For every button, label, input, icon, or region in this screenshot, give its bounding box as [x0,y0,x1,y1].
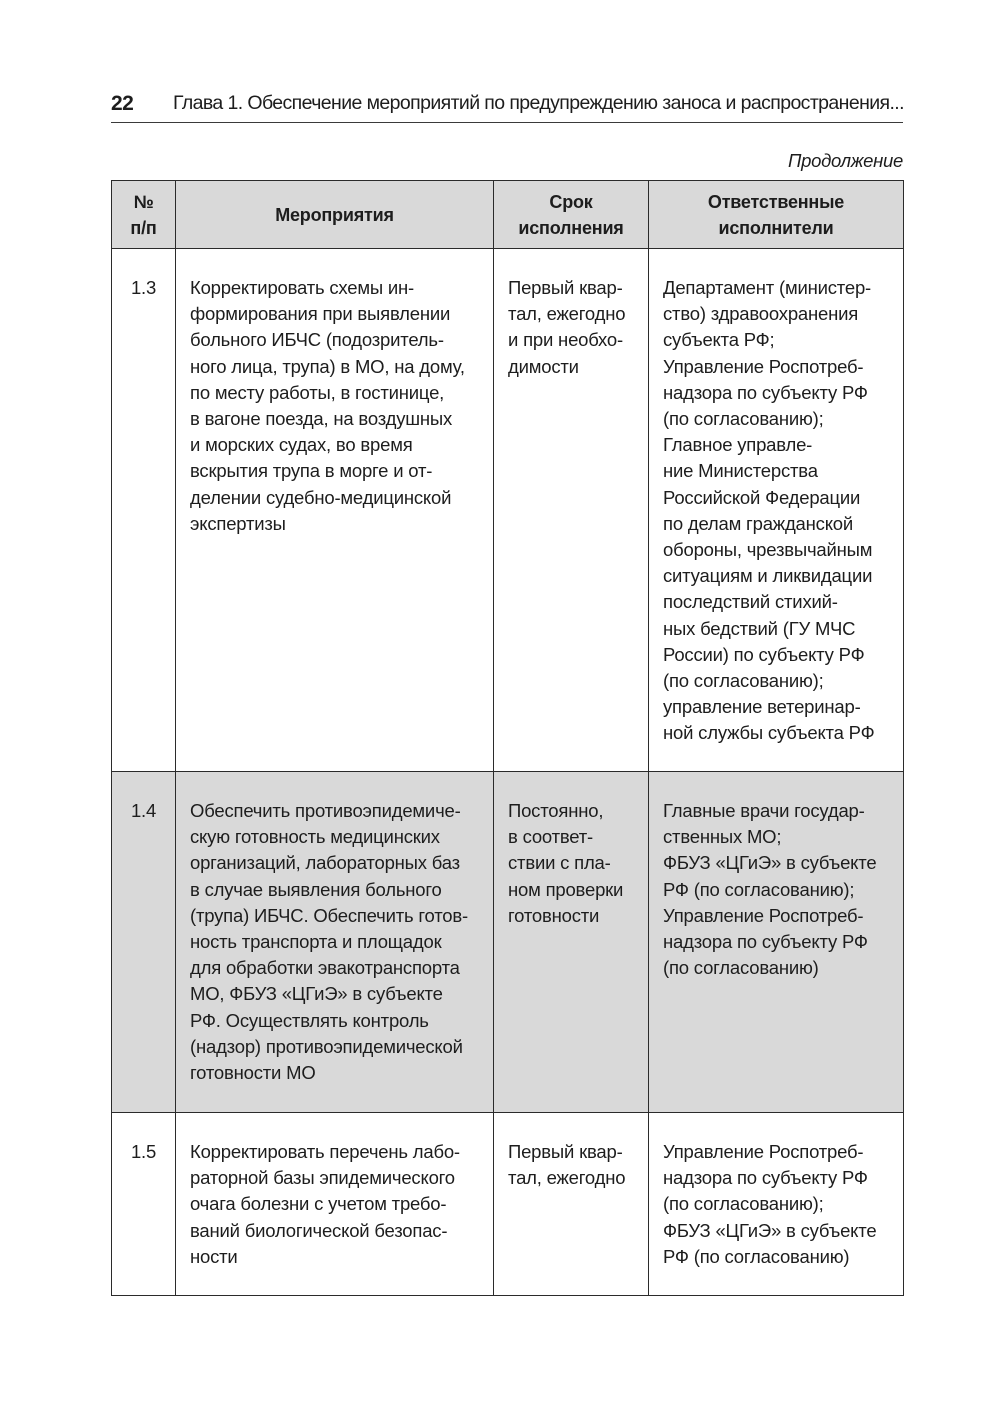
row-measure: Корректировать схемы ин- формирования при выявлении больного ИБЧС (подозритель- ного лица, трупа) в МО, на дому, по месту работы, в гостинице, в вагоне поезда, на воздушных и морских судах, во время вскрытия трупа в морге и от- делении судебно-медицинской экспертизы [176,249,494,772]
column-header-responsible: Ответственные исполнители [649,181,904,249]
page-number: 22 [111,92,134,115]
row-deadline: Постоянно, в соответ- ствии с пла- ном проверки готовности [494,772,649,1113]
row-responsible: Управление Роспотреб- надзора по субъекту РФ (по согласованию); ФБУЗ «ЦГиЭ» в субъекте РФ (по согласованию) [649,1113,904,1296]
row-number: 1.4 [112,772,176,1113]
row-responsible: Главные врачи государ- ственных МО; ФБУЗ «ЦГиЭ» в субъекте РФ (по согласованию); Управление Роспотреб- надзора по субъекту РФ (по согласованию) [649,772,904,1113]
row-measure: Обеспечить противоэпидемиче- скую готовность медицинских организаций, лабораторных баз в случае выявления больного (трупа) ИБЧС. Обеспечить готов- ность транспорта и площадок для обработки эвакотранспорта МО, ФБУЗ «ЦГиЭ» в субъекте РФ. Осуществлять контроль (надзор) противоэпидемической готовности МО [176,772,494,1113]
column-header-measures: Мероприятия [176,181,494,249]
column-header-deadline: Срок исполнения [494,181,649,249]
row-responsible: Департамент (министер- ство) здравоохранения субъекта РФ; Управление Роспотреб- надзора по субъекту РФ (по согласованию); Главное управле- ние Министерства Российской Федерации по делам гражданской обороны, чрезвычайным ситуациям и ликвидации последствий стихий- ных бедствий (ГУ МЧС России) по субъекту РФ (по согласованию); управление ветеринар- ной службы субъекта РФ [649,249,904,772]
continuation-label: Продолжение [788,150,903,171]
table-header-row [112,181,904,249]
table-row [112,249,904,772]
row-deadline: Первый квар- тал, ежегодно и при необхо- димости [494,249,649,772]
chapter-title: Глава 1. Обеспечение мероприятий по предупреждению заноса и распространения... [173,92,904,114]
row-deadline: Первый квар- тал, ежегодно [494,1113,649,1296]
row-measure: Корректировать перечень лабо- раторной базы эпидемического очага болезни с учетом требо- ваний биологической безопас- ности [176,1113,494,1296]
row-number: 1.3 [112,249,176,772]
table-row [112,1113,904,1296]
page-header [111,86,903,123]
column-header-number: № п/п [112,181,176,249]
table-row [112,772,904,1113]
row-number: 1.5 [112,1113,176,1296]
measures-table [111,180,904,1296]
